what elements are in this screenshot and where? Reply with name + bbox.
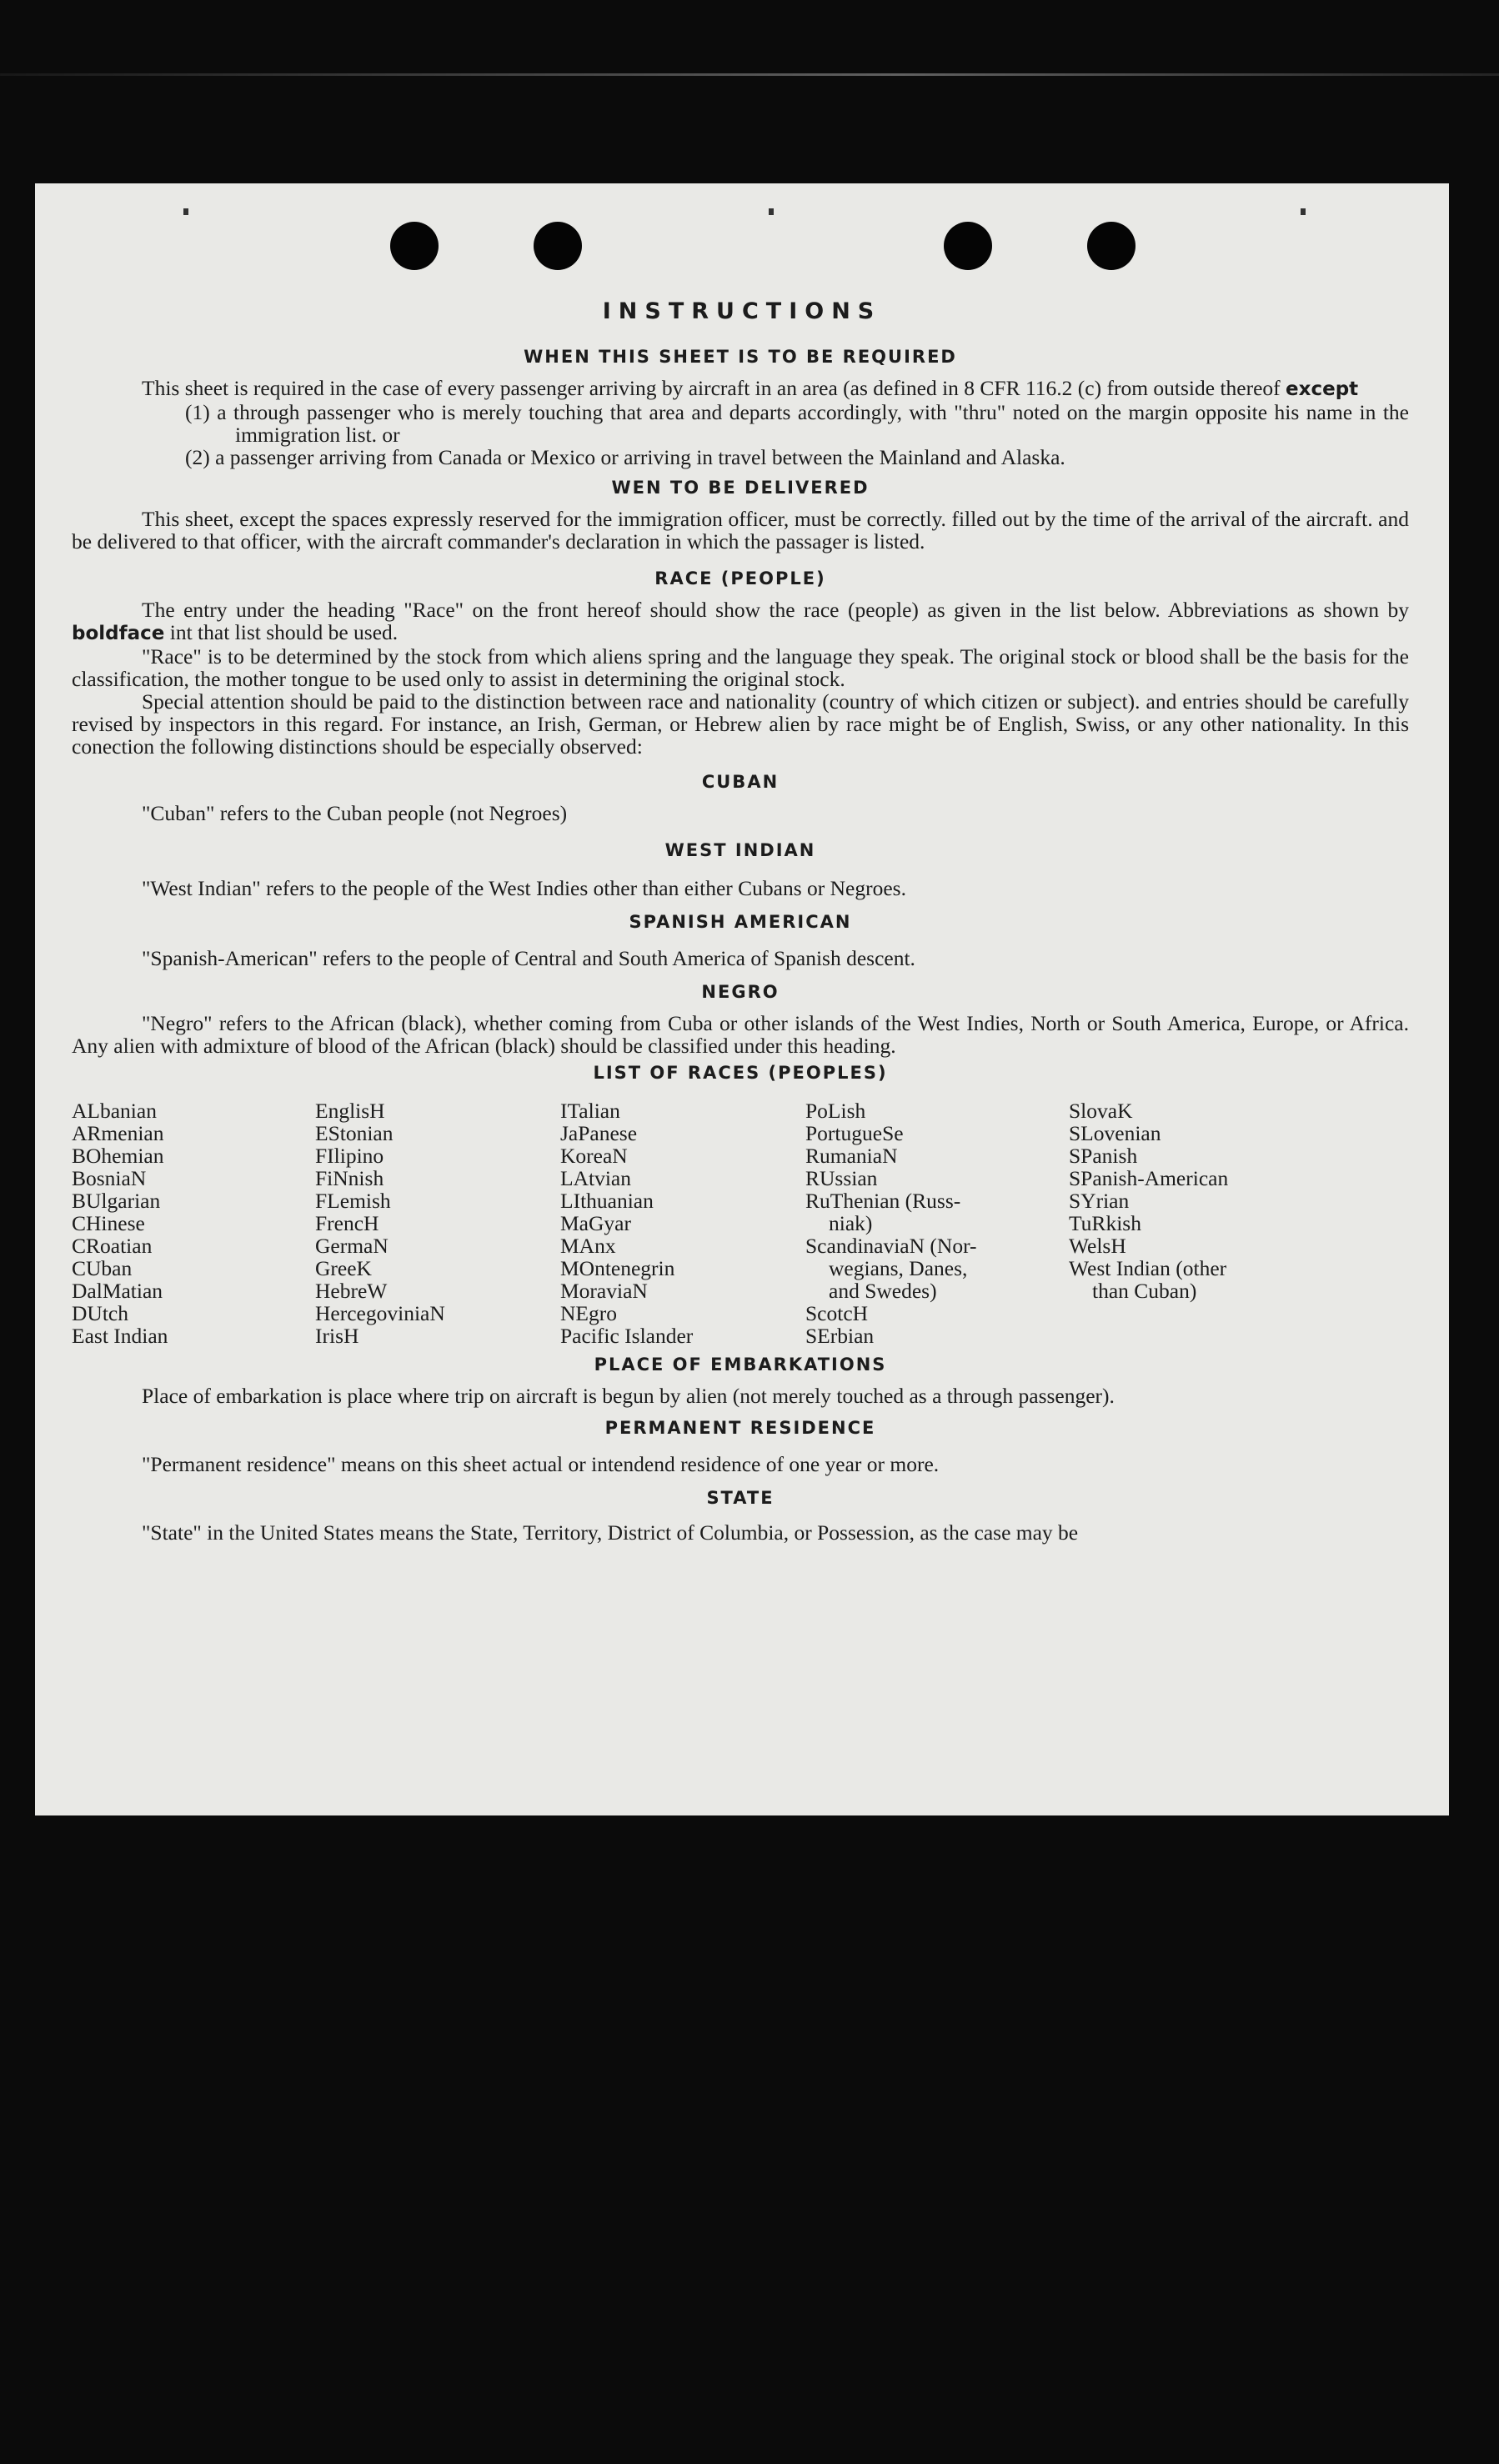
binder-hole xyxy=(390,222,439,270)
heading-residence: PERMANENT RESIDENCE xyxy=(604,1418,876,1438)
race-entry: LIthuanian xyxy=(560,1189,654,1213)
race-entry: PoLish xyxy=(805,1099,866,1123)
race-entry: FIlipino xyxy=(315,1144,384,1168)
race-entry: West Indian (other xyxy=(1069,1256,1227,1280)
state-text: "State" in the United States means the State, Territory, District of Columbia, or Possession, as the case may be xyxy=(142,1520,1079,1545)
race-entry: GermaN xyxy=(315,1234,389,1258)
heading-state: STATE xyxy=(706,1488,775,1508)
heading-cuban: CUBAN xyxy=(701,772,780,792)
race-entry: East Indian xyxy=(72,1324,168,1348)
race-entry: FLemish xyxy=(315,1189,391,1213)
race-entry: EnglisH xyxy=(315,1099,385,1123)
race-entry: BOhemian xyxy=(72,1144,164,1168)
required-item-1: (1) a through passenger who is merely touching that area and departs accordingly, with "thru" noted on the margin opposite his name in the immigration list. or xyxy=(185,400,1409,447)
page-title: INSTRUCTIONS xyxy=(602,298,882,324)
heading-embarkation: PLACE OF EMBARKATIONS xyxy=(594,1355,887,1375)
race-entry: IrisH xyxy=(315,1324,359,1348)
races-column-3 xyxy=(560,1099,805,1347)
negro-text: "Negro" refers to the African (black), whether coming from Cuba or other islands of the West Indies, North or South America, Europe, or Africa. Any alien with admixture of blood of the African (black) should be classified under this heading. xyxy=(72,1011,1409,1058)
instructions-body xyxy=(72,338,1409,1544)
race-entry: niak) xyxy=(829,1211,873,1235)
race-entry: wegians, Danes, xyxy=(829,1256,968,1280)
races-column-1 xyxy=(72,1099,315,1347)
race-entry: JaPanese xyxy=(560,1121,638,1145)
race-entry: SPanish-American xyxy=(1069,1166,1229,1190)
boldface-word: boldface xyxy=(72,623,165,644)
heading-list-of-races: LIST OF RACES (PEOPLES) xyxy=(593,1063,888,1083)
required-intro: This sheet is required in the case of every passenger arriving by aircraft in an area (as defined in 8 CFR 116.2 (c) from outside thereof except xyxy=(142,376,1359,400)
race-entry: SYrian xyxy=(1069,1189,1130,1213)
race-entry: SPanish xyxy=(1069,1144,1138,1168)
race-entry: FrencH xyxy=(315,1211,379,1235)
spanish-american-text: "Spanish-American" refers to the people of Central and South America of Spanish descent. xyxy=(142,946,915,970)
race-entry: CRoatian xyxy=(72,1234,153,1258)
embarkation-text: Place of embarkation is place where trip on aircraft is begun by alien (not merely touched as a through passenger). xyxy=(142,1384,1115,1408)
race-entry: LAtvian xyxy=(560,1166,631,1190)
race-entry: than Cuban) xyxy=(1092,1279,1197,1303)
race-entry: SlovaK xyxy=(1069,1099,1133,1123)
race-entry: GreeK xyxy=(315,1256,372,1280)
race-entry: TuRkish xyxy=(1069,1211,1141,1235)
race-entry: SErbian xyxy=(805,1324,875,1348)
race-entry: HebreW xyxy=(315,1279,388,1303)
race-entry: FiNnish xyxy=(315,1166,384,1190)
heading-delivered: WEN TO BE DELIVERED xyxy=(611,478,870,498)
heading-negro: NEGRO xyxy=(701,982,780,1002)
races-column-5 xyxy=(1069,1099,1409,1347)
races-column-2 xyxy=(315,1099,560,1347)
race-entry: KoreaN xyxy=(560,1144,628,1168)
race-entry: HercegoviniaN xyxy=(315,1301,445,1325)
heading-spanish-american: SPANISH AMERICAN xyxy=(629,912,852,932)
race-entry: DalMatian xyxy=(72,1279,163,1303)
race-entry: CUban xyxy=(72,1256,133,1280)
race-entry: and Swedes) xyxy=(829,1279,937,1303)
race-entry: Pacific Islander xyxy=(560,1324,694,1348)
race-entry: MOntenegrin xyxy=(560,1256,675,1280)
race-entry: SLovenian xyxy=(1069,1121,1161,1145)
race-entry: PortugueSe xyxy=(805,1121,904,1145)
race-entry: RumaniaN xyxy=(805,1144,898,1168)
binder-hole xyxy=(944,222,992,270)
race-entry: RUssian xyxy=(805,1166,878,1190)
heading-required: WHEN THIS SHEET IS TO BE REQUIRED xyxy=(524,347,957,367)
race-paragraph-2: "Race" is to be determined by the stock from which aliens spring and the language they speak. The original stock or blood shall be the basis for the classification, the mother tongue to be used only to assist in determining the original stock. xyxy=(72,644,1409,691)
binder-hole xyxy=(1087,222,1136,270)
race-entry: MaGyar xyxy=(560,1211,631,1235)
required-item-2: (2) a passenger arriving from Canada or Mexico or arriving in travel between the Mainland and Alaska. xyxy=(185,445,1065,469)
film-edge-line xyxy=(0,73,1499,76)
race-entry: ScotcH xyxy=(805,1301,869,1325)
race-entry: MAnx xyxy=(560,1234,616,1258)
delivered-text: This sheet, except the spaces expressly reserved for the immigration officer, must be correctly. filled out by the time of the arrival of the aircraft. and be delivered to that officer, with the aircraft commander's declaration in which the passager is listed. xyxy=(72,507,1409,553)
race-entry: BosniaN xyxy=(72,1166,147,1190)
race-paragraph-1: The entry under the heading "Race" on the front hereof should show the race (people) as given in the list below. Abbreviations as shown by boldface int that list should be used. xyxy=(72,598,1409,644)
race-entry: NEgro xyxy=(560,1301,617,1325)
heading-race: RACE (PEOPLE) xyxy=(654,568,826,588)
race-entry: EStonian xyxy=(315,1121,394,1145)
race-entry: ARmenian xyxy=(72,1121,164,1145)
race-entry: BUlgarian xyxy=(72,1189,161,1213)
race-entry: CHinese xyxy=(72,1211,145,1235)
except-word: except xyxy=(1286,378,1359,400)
race-entry: MoraviaN xyxy=(560,1279,648,1303)
instruction-sheet xyxy=(35,183,1449,1815)
cuban-text: "Cuban" refers to the Cuban people (not Negroes) xyxy=(142,801,568,825)
race-entry: DUtch xyxy=(72,1301,128,1325)
race-entry: RuThenian (Russ- xyxy=(805,1189,961,1213)
west-indian-text: "West Indian" refers to the people of the West Indies other than either Cubans or Negroes. xyxy=(142,876,906,900)
punch-mark xyxy=(769,208,774,215)
race-entry: ScandinaviaN (Nor- xyxy=(805,1234,977,1258)
residence-text: "Permanent residence" means on this sheet actual or intendend residence of one year or more. xyxy=(142,1452,940,1476)
punch-mark xyxy=(1301,208,1306,215)
binder-hole xyxy=(534,222,582,270)
race-entry: WelsH xyxy=(1069,1234,1126,1258)
punch-mark xyxy=(183,208,188,215)
races-list xyxy=(72,1099,1409,1347)
heading-west-indian: WEST INDIAN xyxy=(664,840,816,860)
race-entry: ITalian xyxy=(560,1099,620,1123)
race-entry: ALbanian xyxy=(72,1099,157,1123)
race-paragraph-3: Special attention should be paid to the distinction between race and nationality (country of which citizen or subject). and entries should be carefully revised by inspectors in this regard. For instance, an Irish, German, or Hebrew alien by race might be of English, Swiss, or any other nationality. In this conection the following distinctions should be especially observed: xyxy=(72,689,1409,759)
races-column-4 xyxy=(805,1099,1069,1347)
